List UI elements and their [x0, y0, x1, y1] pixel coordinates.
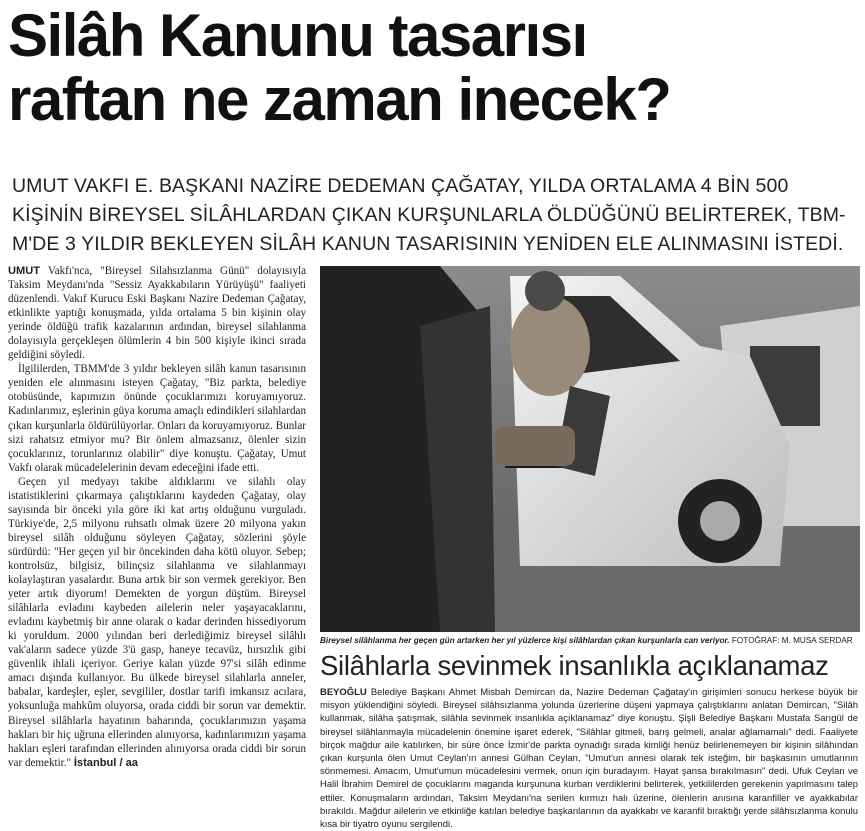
headline-line-2: raftan ne zaman inecek?: [8, 66, 671, 133]
deck-summary: UMUT VAKFI E. BAŞKANI NAZİRE DEDEMAN ÇAĞATAY, YILDA ORTALAMA 4 BİN 500 KİŞİNİN BİREYSEL SİLÂHLARDAN ÇIKAN KURŞUNLARLA ÖLDÜĞÜNÜ BELİRTEREK, TBM-M'DE 3 YILDIR BEKLEYEN SİLÂH KANUN TASARISININ YENİDEN ELE ALINMASINI İSTEDİ.: [12, 175, 846, 255]
lead-word: UMUT: [8, 265, 41, 277]
photo-caption: [320, 636, 860, 645]
photo-credit: FOTOĞRAF: M. MUSA SERDAR: [731, 636, 853, 645]
headline-line-1: Silâh Kanunu tasarısı: [8, 2, 587, 69]
sidebar-body: [320, 686, 859, 831]
sidebar-title: Silâhlarla sevinmek insanlıkla açıklanamaz: [320, 650, 829, 681]
article-paragraph-2: İlgililerden, TBMM'de 3 yıldır bekleyen silâh kanun tasarısının yeniden ele alınmasını isteyen Çağatay, "Biz parkta, belediye otobüsünde, kapımızın önünde çocuklarımızı koruyamıyoruz. Kadınlarımız, eşlerinin güya koruma amaçlı edindikleri silahlardan çıkan kurşunlarla öldürülüyorlar. Onları da koruyamıyoruz. Bunlar sizi rahatsız etmiyor mu? Bir önlem almazsanız, ölenler sizin çocuklarınız, torunlarınız olabilir" diye konuştu. Çağatay, Umut Vakfı olarak mücadelelerinin devam edeceğini ifade etti.: [8, 363, 306, 474]
article-body: [8, 264, 306, 820]
article-paragraph-3: Geçen yıl medyayı takibe aldıklarını ve silahlı olay istatistiklerini çıkarmaya çalıştıklarını kaydeden Çağatay, olay sayısında bir önceki yıla göre iki kat artış olduğunu vurguladı. Türkiye'de, 2,5 milyonu ruhsatlı olmak üzere 20 milyona yakın bireysel silâh olduğunu söyleyen Çağatay, sözlerini şöyle sürdürdü: "Her geçen yıl bir öncekinden daha kötü oluyor. Sebep; kontrolsüz, bilgisiz, bilinçsiz silahlanma ve silahlanmayı kolaylaştıran yasalardır. Buna artık bir son vermek gerekiyor. Ben yeter artık diyorum! Demekten de yorgun düştüm. Bireysel silâhlarla evladını kaybeden ailelerin neler yaşayacaklarını, evladını kaybetmiş bir anne olarak o kadar derinden hissediyorum ki yoruldum. 2000 yılından beri derlediğimiz bireysel silâhlı vak'aların sadece yüzde 3'ü gasp, haneye tecavüz, hırsızlık gibi güvenlik ihlali içeriyor. Geriye kalan yüzde 97'si silâh edinme amacı dışında kullanıyor. Bu ülkede bireysel silahlarla anneler, babalar, kardeşler, eşler, sevgililer, dostlar tarifi imkansız acılara, yoksunluğa mahkûm oluyorsa, orada ciddi bir sorun var demektir. Bireysel silâhlarla hayatının baharında, çocuklarımızın yaşama hakları bir hiç uğruna ellerinden alınıyorsa, kadınlarımızın yaşama hakları eşleri tarafından ellerinden alınıyorsa orada ciddi bir sorun var demektir." İstanbul / aa: [8, 475, 306, 769]
byline: İstanbul / aa: [73, 756, 138, 769]
sidebar-paragraph: BEYOĞLU Belediye Başkanı Ahmet Misbah Demircan da, Nazire Dedeman Çağatay'ın girişimleri sonucu herkese büyük bir misyon yüklendiğini söyledi. Bireysel silâhsızlanma yolunda üzerlerine düşeni yapmaya çalıştıklarını anlatan Demircan, "Silâh kullanmak, silâha şatışmak, silâhla sevinmek insanlıkla açıklanamaz" diye konuştu. Şişli Belediye Başkanı Mustafa Sarıgül de bireysel silâhlanmayla mücadelenin önemine işaret ederek, "Silâhlar gitmeli, barış gelmeli, analar ağlamamalı" dedi. Faaliyete birçok mağdur aile katılırken, bir süre önce İzmir'de parkta oynadığı sırada kimliği henüz belirlenemeyen bir kişinin silâhından çıkan kurşunla ölen Umut Ceylan'ın annesi Gülhan Ceylan, "Umut'un annesi olarak tek isteğim, bir başkasının umutlarının sönmemesi. Amacım, Umut'umun mücadelesini vermek, onun için buradayım. Hayat şansa bırakılmasın" dedi. Ufuk Ceylan ve Halil İbrahim Demirel de çocuklarını maganda kurşununa kurban verdiklerini belirterek, yetkililerden gerekenin yapılmasını talep ettiler. Konuşmaların ardından, Taksim Meydanı'na serilen kırmızı halı üzerine, ölenlerin anısına karanfiller ve ayakkabılar bırakıldı. Mağdur ailelerin ve etkinliğe katılan belediye başkanlarının da ayakkabı ve karanfil bıraktığı yerde silâhsızlanma konulu kısa bir tiyatro oyunu sergilendi.: [320, 687, 859, 831]
caption-text: Bireysel silâhlanma her geçen gün artarken her yıl yüzlerce kişi silâhlardan çıkan kurşunlarla can veriyor.: [320, 636, 730, 645]
headline: [8, 4, 858, 132]
article-paragraph-1: UMUT Vakfı'nca, "Bireysel Silahsızlanma Günü" dolayısıyla Taksim Meydanı'nda "Sessiz Ayakkabıların Yürüyüşü" faaliyeti düzenlendi. Vakıf Kurucu Eski Başkanı Nazire Dedeman Çağatay, etkinlikte yaptığı konuşmada, yılda ortalama 5 bin kişinin olay yerinde öldüğü trafik kazalarının ardından, bireysel silahlanma dolayısıyla gerçekleşen ölümlerin 4 bin 500 kişiyle ikinci sırada geldiğini söyledi.: [8, 265, 306, 362]
sidebar-dateline: BEYOĞLU: [320, 687, 367, 698]
photo-illustration: [320, 266, 860, 632]
news-photo: [320, 266, 860, 632]
